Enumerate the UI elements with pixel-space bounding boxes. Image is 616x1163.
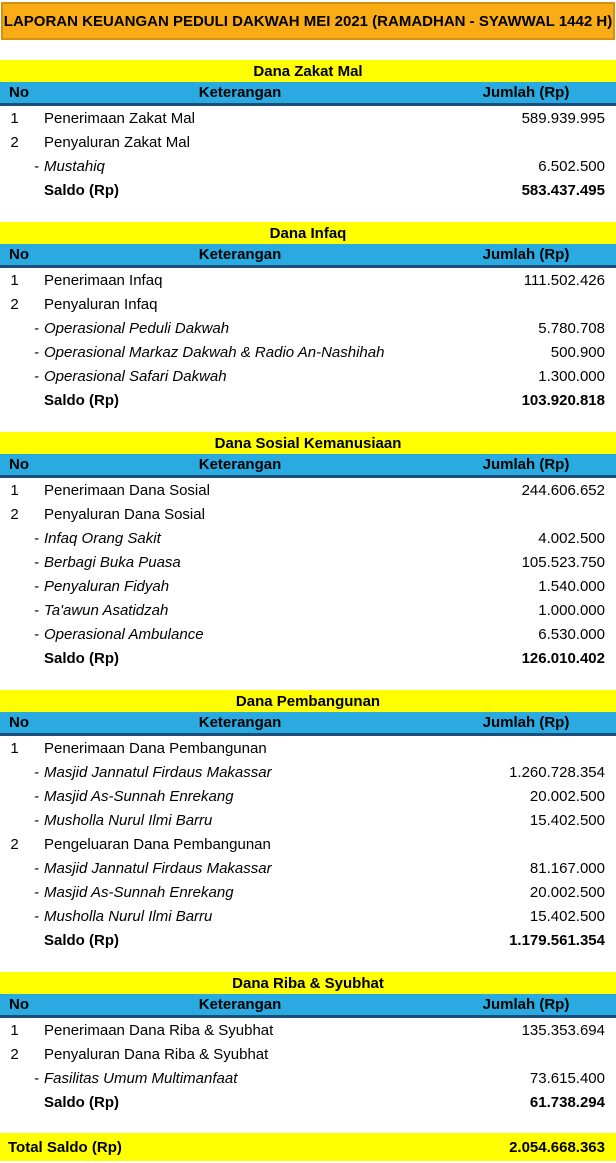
column-header-keterangan: Keterangan [198,84,282,101]
table-row [0,832,616,856]
row-amount: 126.010.402 [521,649,605,667]
table-header-row [0,712,616,736]
row-label: Masjid As-Sunnah Enrekang [44,787,234,805]
table-row [0,1018,616,1042]
table-row [0,292,616,316]
row-amount: 4.002.500 [538,529,605,547]
row-label: Penerimaan Dana Riba & Syubhat [44,1021,274,1039]
table-header-row [0,244,616,268]
column-header-jumlah: Jumlah (Rp) [482,996,570,1013]
row-amount: 589.939.995 [521,109,605,127]
row-label: Masjid Jannatul Firdaus Makassar [44,859,272,877]
table-header-row [0,82,616,106]
row-label: Penerimaan Dana Sosial [44,481,210,499]
row-amount: 15.402.500 [529,811,605,829]
row-amount: 103.920.818 [521,391,605,409]
section-title [0,222,616,244]
table-row [0,784,616,808]
table-row [0,574,616,598]
column-header-no: No [9,456,29,473]
row-label: Penyaluran Zakat Mal [44,133,190,151]
section-title [0,60,616,82]
row-label: Saldo (Rp) [44,649,119,667]
row-bullet: - [34,787,39,805]
table-row [0,760,616,784]
table-row [0,526,616,550]
row-number: 1 [10,271,19,289]
column-header-no: No [9,714,29,731]
row-amount: 61.738.294 [529,1093,605,1111]
row-amount: 1.540.000 [538,577,605,595]
row-label: Ta'awun Asatidzah [44,601,169,619]
row-number: 1 [10,1021,19,1039]
row-label: Musholla Nurul Ilmi Barru [44,907,213,925]
row-bullet: - [34,367,39,385]
section-dana-zakat-mal [0,60,616,202]
row-amount: 73.615.400 [529,1069,605,1087]
row-bullet: - [34,157,39,175]
column-header-keterangan: Keterangan [198,714,282,731]
table-row [0,502,616,526]
row-amount: 20.002.500 [529,883,605,901]
table-header-row [0,994,616,1018]
row-label: Penyaluran Dana Riba & Syubhat [44,1045,269,1063]
column-header-jumlah: Jumlah (Rp) [482,246,570,263]
section-title [0,690,616,712]
row-amount: 583.437.495 [521,181,605,199]
row-number: 1 [10,739,19,757]
total-saldo-amount: 2.054.668.363 [509,1138,605,1156]
report-sections [0,60,616,1114]
row-label: Infaq Orang Sakit [44,529,161,547]
table-row [0,928,616,952]
row-number: 2 [10,835,19,853]
row-label: Berbagi Buka Puasa [44,553,181,571]
row-number: 2 [10,1045,19,1063]
row-label: Operasional Markaz Dakwah & Radio An-Nashihah [44,343,385,361]
section-title-text: Dana Infaq [269,224,347,242]
table-row [0,478,616,502]
column-header-keterangan: Keterangan [198,996,282,1013]
row-bullet: - [34,601,39,619]
row-label: Penerimaan Dana Pembangunan [44,739,267,757]
row-bullet: - [34,907,39,925]
row-amount: 105.523.750 [521,553,605,571]
row-bullet: - [34,883,39,901]
table-row [0,388,616,412]
report-title: LAPORAN KEUANGAN PEDULI DAKWAH MEI 2021 (RAMADHAN - SYAWWAL 1442 H) [3,12,613,30]
row-bullet: - [34,811,39,829]
section-title-text: Dana Sosial Kemanusiaan [214,434,402,452]
row-amount: 6.530.000 [538,625,605,643]
section-title-text: Dana Zakat Mal [253,62,363,80]
row-label: Saldo (Rp) [44,1093,119,1111]
row-label: Masjid Jannatul Firdaus Makassar [44,763,272,781]
row-label: Operasional Safari Dakwah [44,367,227,385]
column-header-jumlah: Jumlah (Rp) [482,84,570,101]
row-amount: 6.502.500 [538,157,605,175]
table-row [0,736,616,760]
column-header-jumlah: Jumlah (Rp) [482,714,570,731]
row-label: Pengeluaran Dana Pembangunan [44,835,271,853]
row-number: 2 [10,133,19,151]
row-label: Saldo (Rp) [44,391,119,409]
row-number: 2 [10,505,19,523]
table-row [0,154,616,178]
row-amount: 15.402.500 [529,907,605,925]
row-bullet: - [34,319,39,337]
column-header-jumlah: Jumlah (Rp) [482,456,570,473]
table-row [0,1090,616,1114]
section-dana-riba-syubhat [0,972,616,1114]
row-amount: 1.260.728.354 [509,763,605,781]
row-number: 1 [10,481,19,499]
column-header-keterangan: Keterangan [198,246,282,263]
table-row [0,106,616,130]
section-title [0,432,616,454]
row-label: Musholla Nurul Ilmi Barru [44,811,213,829]
table-row [0,550,616,574]
row-label: Penyaluran Infaq [44,295,158,313]
table-row [0,178,616,202]
row-bullet: - [34,577,39,595]
row-bullet: - [34,553,39,571]
table-row [0,904,616,928]
report-title-banner [1,2,615,40]
row-label: Mustahiq [44,157,105,175]
column-header-no: No [9,84,29,101]
total-saldo-bar [0,1133,616,1161]
row-amount: 135.353.694 [521,1021,605,1039]
section-title-text: Dana Pembangunan [235,692,381,710]
column-header-keterangan: Keterangan [198,456,282,473]
table-row [0,364,616,388]
row-amount: 1.300.000 [538,367,605,385]
row-bullet: - [34,625,39,643]
row-bullet: - [34,1069,39,1087]
table-row [0,268,616,292]
row-amount: 244.606.652 [521,481,605,499]
row-amount: 1.000.000 [538,601,605,619]
row-amount: 500.900 [550,343,605,361]
table-row [0,130,616,154]
table-row [0,340,616,364]
row-label: Fasilitas Umum Multimanfaat [44,1069,238,1087]
column-header-no: No [9,996,29,1013]
row-label: Penerimaan Zakat Mal [44,109,195,127]
table-row [0,622,616,646]
row-amount: 111.502.426 [523,271,605,289]
table-row [0,808,616,832]
table-row [0,1066,616,1090]
table-header-row [0,454,616,478]
section-dana-pembangunan [0,690,616,952]
table-row [0,1042,616,1066]
row-label: Masjid As-Sunnah Enrekang [44,883,234,901]
row-amount: 20.002.500 [529,787,605,805]
table-row [0,880,616,904]
table-row [0,646,616,670]
table-row [0,598,616,622]
row-label: Operasional Ambulance [44,625,204,643]
row-amount: 81.167.000 [529,859,605,877]
section-title [0,972,616,994]
row-label: Saldo (Rp) [44,181,119,199]
row-amount: 1.179.561.354 [509,931,605,949]
table-row [0,316,616,340]
row-number: 2 [10,295,19,313]
row-label: Operasional Peduli Dakwah [44,319,230,337]
section-dana-sosial-kemanusiaan [0,432,616,670]
row-amount: 5.780.708 [538,319,605,337]
section-dana-infaq [0,222,616,412]
table-row [0,856,616,880]
row-bullet: - [34,763,39,781]
row-label: Saldo (Rp) [44,931,119,949]
row-bullet: - [34,859,39,877]
row-bullet: - [34,343,39,361]
row-number: 1 [10,109,19,127]
total-saldo-label: Total Saldo (Rp) [8,1138,122,1156]
row-label: Penyaluran Fidyah [44,577,170,595]
row-bullet: - [34,529,39,547]
section-title-text: Dana Riba & Syubhat [232,974,384,992]
row-label: Penerimaan Infaq [44,271,163,289]
row-label: Penyaluran Dana Sosial [44,505,205,523]
column-header-no: No [9,246,29,263]
